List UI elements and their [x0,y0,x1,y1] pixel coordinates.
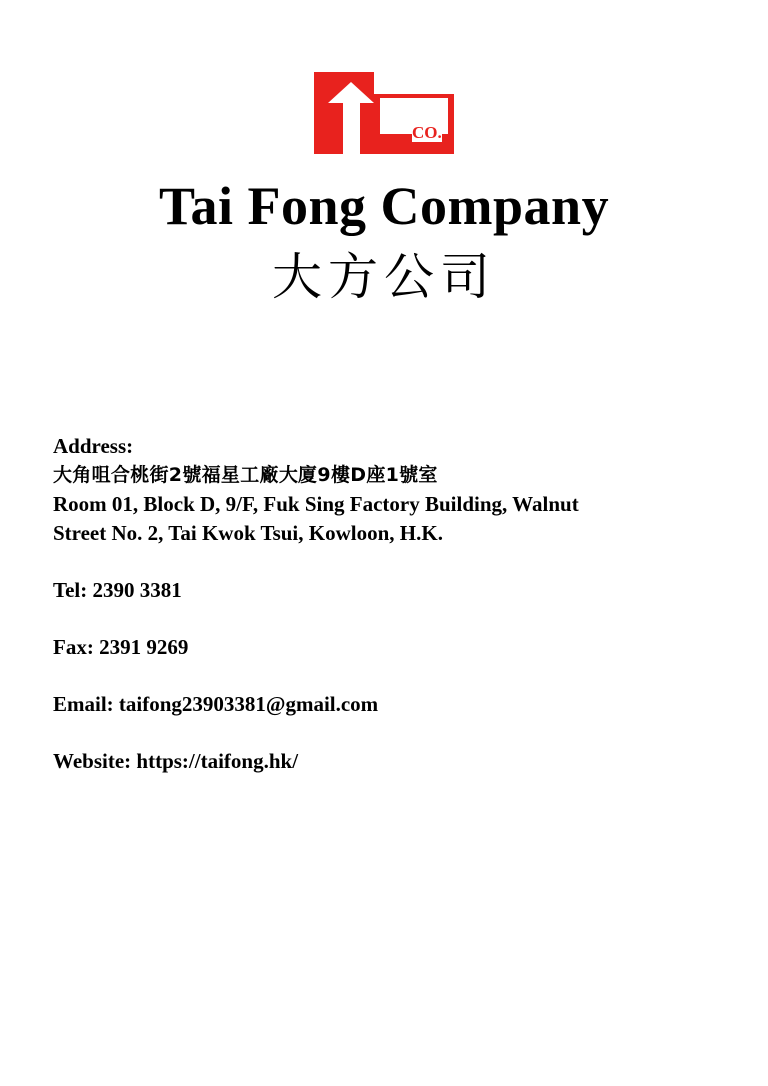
fax: Fax: 2391 9269 [53,635,189,659]
telephone: Tel: 2390 3381 [53,578,182,602]
spacer [53,662,723,690]
logo-arrow-head [328,82,374,103]
factory-house-arrow-icon [314,72,454,154]
email: Email: taifong23903381@gmail.com [53,692,379,716]
logo-arrow-stem [343,94,360,154]
logo-co-text: CO. [412,123,442,142]
address-english-line-2: Street No. 2, Tai Kwok Tsui, Kowloon, H.K. [53,521,443,545]
company-name-english: Tai Fong Company [158,176,610,236]
company-logo [0,72,768,154]
website: Website: https://taifong.hk/ [53,749,299,773]
company-name-chinese: 大方公司 [272,248,496,306]
spacer [53,605,723,633]
address-label: Address: [53,434,134,458]
logo-notch [374,72,454,94]
spacer [53,719,723,747]
address-english-line-1: Room 01, Block D, 9/F, Fuk Sing Factory Building, Walnut [53,492,579,516]
address-chinese: 大角咀合桃街2號福星工廠大廈9樓D座1號室 [53,464,438,486]
spacer [53,548,723,576]
contact-details [53,432,723,776]
